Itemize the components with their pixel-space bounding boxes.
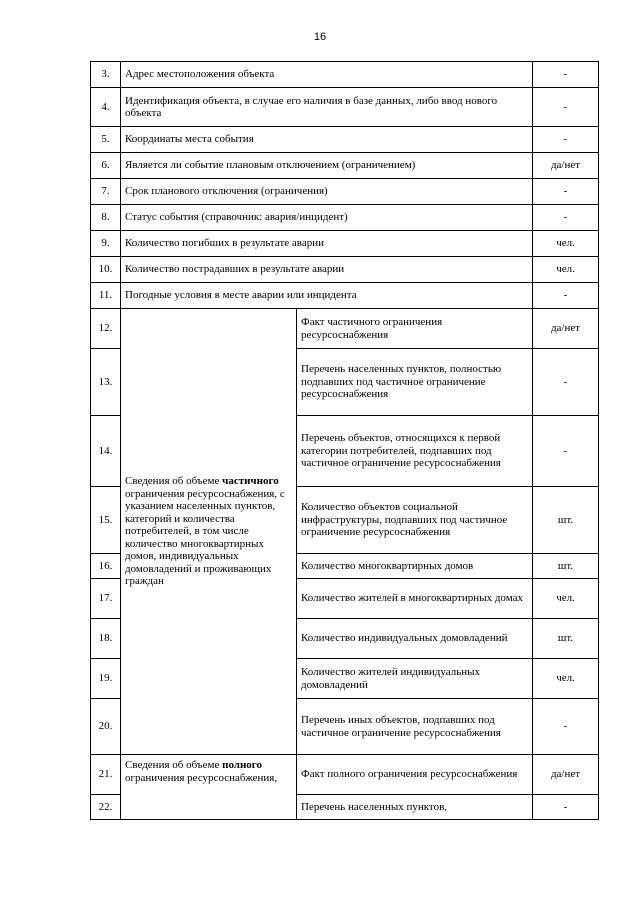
row-unit: -: [533, 283, 599, 309]
table-row: [91, 205, 599, 231]
row-text: Факт частичного ограничения ресурсоснабжения: [297, 309, 533, 349]
table-body: [91, 62, 599, 820]
row-text: Количество жителей индивидуальных домовладений: [297, 659, 533, 699]
table-row: [91, 127, 599, 153]
row-number: 17.: [91, 579, 121, 619]
table-row: [91, 755, 599, 795]
row-text: Факт полного ограничения ресурсоснабжения: [297, 755, 533, 795]
group-label-full: [121, 755, 297, 820]
group-label-bold: частичного: [222, 475, 279, 488]
table-row: [91, 88, 599, 127]
row-number: 12.: [91, 309, 121, 349]
row-text: Статус события (справочник: авария/инцидент): [121, 205, 533, 231]
row-number: 10.: [91, 257, 121, 283]
row-unit: -: [533, 795, 599, 820]
row-text: Количество жителей в многоквартирных домах: [297, 579, 533, 619]
row-number: 20.: [91, 699, 121, 755]
row-text: Перечень иных объектов, подпавших под частичное ограничение ресурсоснабжения: [297, 699, 533, 755]
row-unit: да/нет: [533, 309, 599, 349]
row-unit: чел.: [533, 579, 599, 619]
group-label-prefix: Сведения об объеме: [125, 475, 220, 488]
group-label-suffix: ограничения ресурсоснабжения, с указанием населенных пунктов, категорий и количества потребителей, в том числе количество многоквартирных домов, индивидуальных домовладений и проживающих граждан: [125, 487, 285, 588]
group-label-suffix: ограничения ресурсоснабжения,: [125, 771, 278, 784]
row-text: Количество объектов социальной инфраструктуры, подпавших под частичное ограничение ресурсоснабжения: [297, 487, 533, 554]
row-unit: -: [533, 88, 599, 127]
row-number: 18.: [91, 619, 121, 659]
row-unit: да/нет: [533, 153, 599, 179]
row-number: 22.: [91, 795, 121, 820]
row-number: 15.: [91, 487, 121, 554]
row-text: Адрес местоположения объекта: [121, 62, 533, 88]
row-text: Количество погибших в результате аварии: [121, 231, 533, 257]
row-text: Перечень объектов, относящихся к первой категории потребителей, подпавших под частичное ограничение ресурсоснабжения: [297, 416, 533, 487]
table-row: [91, 153, 599, 179]
row-number: 4.: [91, 88, 121, 127]
row-text: Погодные условия в месте аварии или инцидента: [121, 283, 533, 309]
row-number: 3.: [91, 62, 121, 88]
group-label-bold: полного: [222, 759, 263, 771]
table-row: [91, 283, 599, 309]
group-label-prefix: Сведения об объеме: [125, 759, 220, 771]
row-number: 8.: [91, 205, 121, 231]
row-text: Идентификация объекта, в случае его наличия в базе данных, либо ввод нового объекта: [121, 88, 533, 127]
row-unit: чел.: [533, 257, 599, 283]
row-number: 19.: [91, 659, 121, 699]
row-unit: -: [533, 179, 599, 205]
table-row: [91, 257, 599, 283]
page-number: 16: [313, 31, 327, 43]
row-unit: -: [533, 416, 599, 487]
group-label-partial: [121, 309, 297, 755]
row-unit: чел.: [533, 659, 599, 699]
row-number: 6.: [91, 153, 121, 179]
row-number: 9.: [91, 231, 121, 257]
table-row: [91, 309, 599, 349]
row-unit: -: [533, 127, 599, 153]
row-number: 7.: [91, 179, 121, 205]
row-number: 21.: [91, 755, 121, 795]
row-unit: шт.: [533, 619, 599, 659]
row-number: 14.: [91, 416, 121, 487]
row-text: Является ли событие плановым отключением (ограничением): [121, 153, 533, 179]
row-text: Количество индивидуальных домовладений: [297, 619, 533, 659]
table-row: [91, 231, 599, 257]
row-unit: -: [533, 699, 599, 755]
row-text: Срок планового отключения (ограничения): [121, 179, 533, 205]
row-unit: да/нет: [533, 755, 599, 795]
row-unit: -: [533, 349, 599, 416]
row-number: 13.: [91, 349, 121, 416]
row-unit: -: [533, 62, 599, 88]
row-unit: шт.: [533, 487, 599, 554]
table-row: [91, 179, 599, 205]
table-row: [91, 62, 599, 88]
row-text: Количество многоквартирных домов: [297, 554, 533, 579]
data-table: [90, 61, 599, 820]
row-text: Перечень населенных пунктов, полностью подпавших под частичное ограничение ресурсоснабжения: [297, 349, 533, 416]
row-text: Координаты места события: [121, 127, 533, 153]
row-unit: шт.: [533, 554, 599, 579]
row-text: Количество пострадавших в результате аварии: [121, 257, 533, 283]
row-unit: чел.: [533, 231, 599, 257]
row-number: 11.: [91, 283, 121, 309]
row-number: 16.: [91, 554, 121, 579]
row-number: 5.: [91, 127, 121, 153]
row-unit: -: [533, 205, 599, 231]
row-text: Перечень населенных пунктов,: [297, 795, 533, 820]
